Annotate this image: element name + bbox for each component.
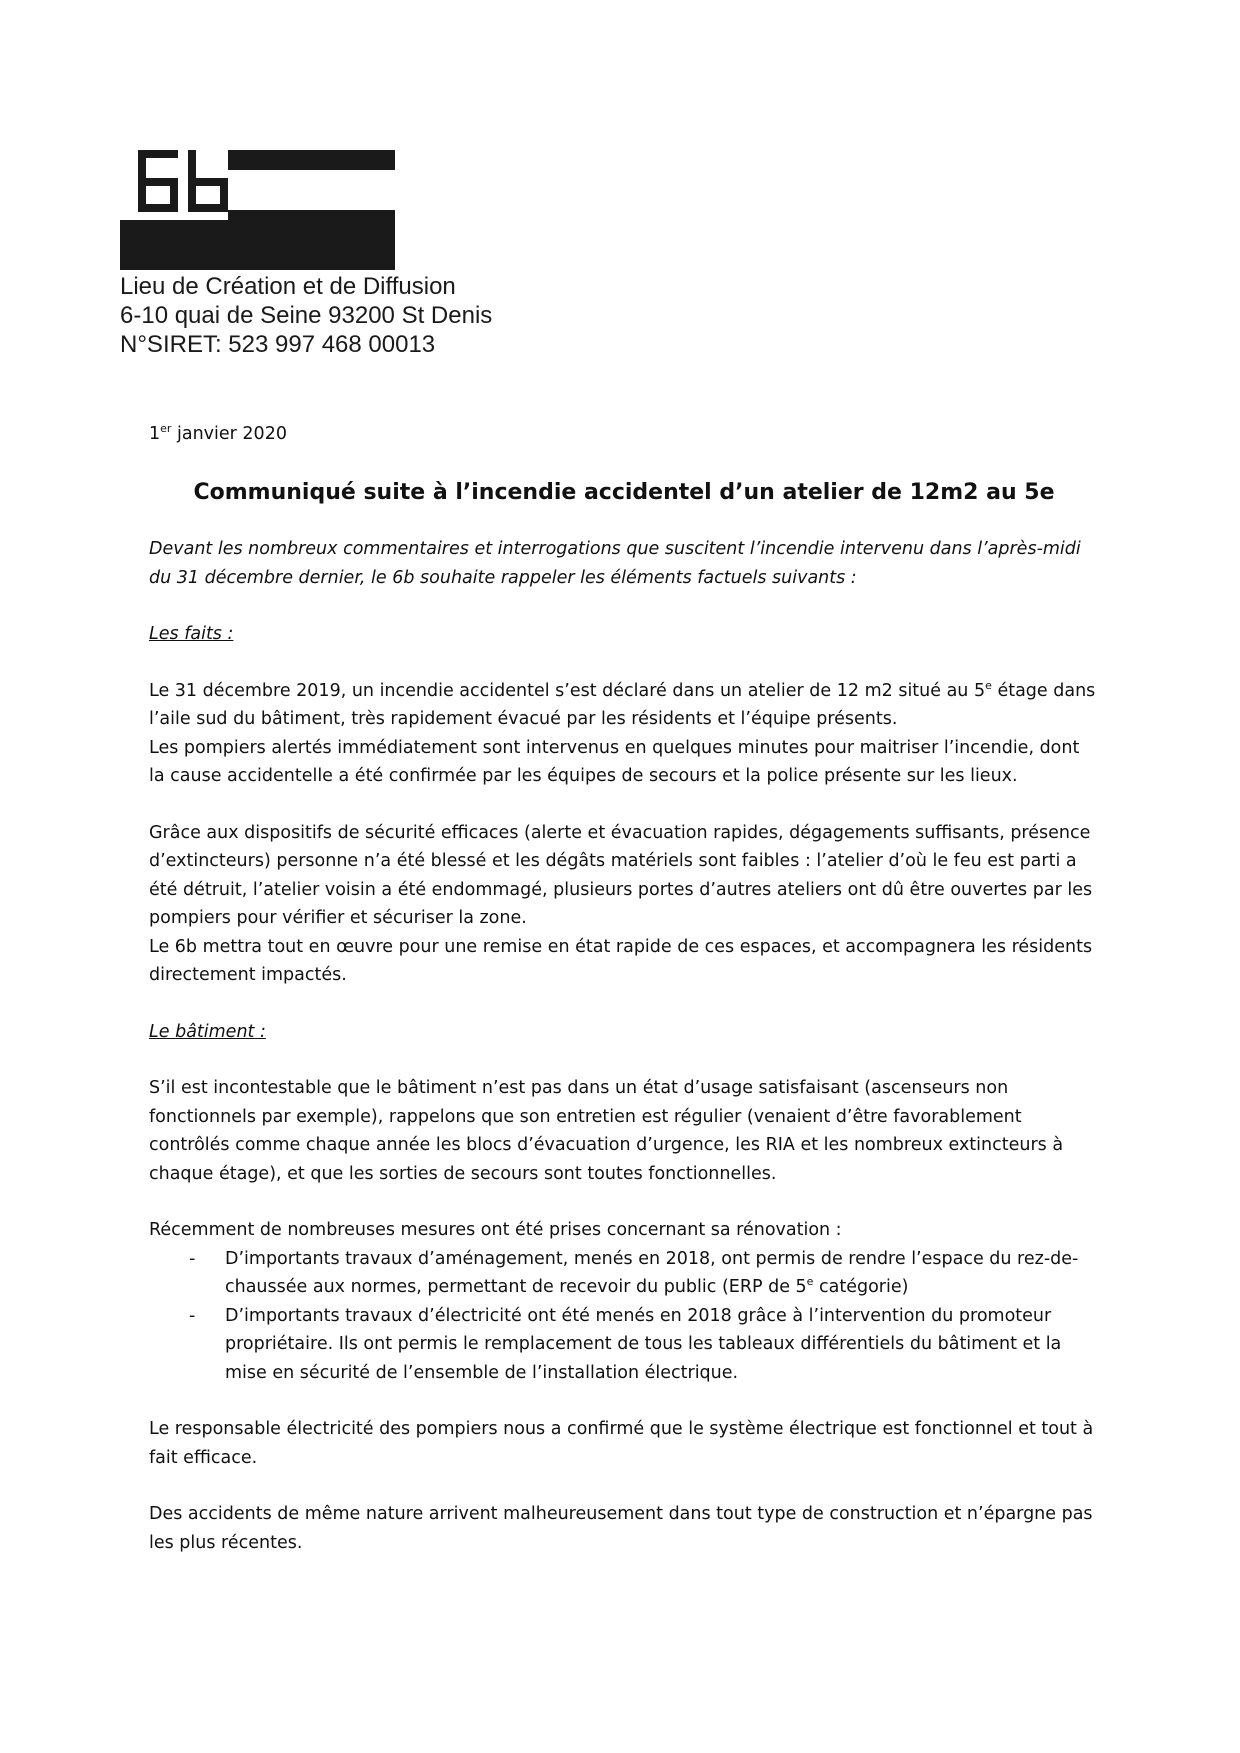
faits-paragraph-1: Le 31 décembre 2019, un incendie accidentel s’est déclaré dans un atelier de 12 m2 situé au 5e étage dans l’aile sud du bâtiment, très rapidement évacué par les résidents et l’équipe présents. Les pompiers alertés immédiatement sont intervenus en quelques minutes pour maitriser l’incendie, dont la cause accidentelle a été confirmée par les équipes de secours et la police présente sur les lieux.	[149, 678, 1096, 786]
batiment-paragraph-3: Le responsable électricité des pompiers nous a confirmé que le système électrique est fonctionnel et tout à fait efficace.	[149, 1419, 1094, 1468]
list-item: - D’importants travaux d’électricité ont été menés en 2018 grâce à l’intervention du promoteur propriétaire. Ils ont permis le remplacement de tous les tableaux différentiels du bâtiment et la mise en sécurité de l’ensemble de l’installation électrique.	[189, 1305, 1062, 1383]
intro-paragraph: Devant les nombreux commentaires et interrogations que suscitent l’incendie intervenu dans l’après-midi du 31 décembre dernier, le 6b souhaite rappeler les éléments factuels suivants :	[149, 539, 1081, 588]
document-title: Communiqué suite à l’incendie accidentel d’un atelier de 12m2 au 5e	[193, 479, 1055, 505]
batiment-paragraph-1: S’il est incontestable que le bâtiment n’est pas dans un état d’usage satisfaisant (ascenseurs non fonctionnels par exemple), rappelons que son entretien est régulier (venaient d’être favorablement contrôlés comme chaque année les blocs d’évacuation d’urgence, les RIA et les nombreux extincteurs à chaque étage), et que les sorties de secours sont toutes fonctionnelles.	[149, 1078, 1064, 1184]
letterhead	[120, 272, 492, 359]
6b-logo	[120, 150, 395, 270]
letterhead-address: 6-10 quai de Seine 93200 St Denis	[120, 302, 493, 329]
document-body	[149, 420, 1099, 1585]
faits-paragraph-2: Grâce aux dispositifs de sécurité efficaces (alerte et évacuation rapides, dégagements suffisants, présence d’extincteurs) personne n’a été blessé et les dégâts matériels sont faibles : l’atelier d’où le feu est parti a été détruit, l’atelier voisin a été endommagé, plusieurs portes d’autres ateliers ont dû être ouvertes par les pompiers pour vérifier et sécuriser la zone. Le 6b mettra tout en œuvre pour une remise en état rapide de ces espaces, et accompagnera les résidents directement impactés.	[149, 822, 1093, 985]
batiment-paragraph-2: Récemment de nombreuses mesures ont été prises concernant sa rénovation :	[149, 1220, 842, 1240]
section-heading-batiment: Le bâtiment :	[149, 1021, 266, 1042]
document-date: 1er janvier 2020	[149, 422, 287, 444]
batiment-paragraph-4: Des accidents de même nature arrivent malheureusement dans tout type de construction et n’épargne pas les plus récentes.	[149, 1504, 1093, 1553]
letterhead-line-1: Lieu de Création et de Diffusion	[120, 273, 456, 300]
letterhead-siret: N°SIRET: 523 997 468 00013	[120, 331, 436, 358]
section-heading-faits: Les faits :	[149, 624, 234, 644]
list-item: - D’importants travaux d’aménagement, menés en 2018, ont permis de rendre l’espace du rez-de-chaussée aux normes, permettant de recevoir du public (ERP de 5e catégorie)	[189, 1248, 1079, 1297]
renovation-list	[149, 1245, 1099, 1388]
